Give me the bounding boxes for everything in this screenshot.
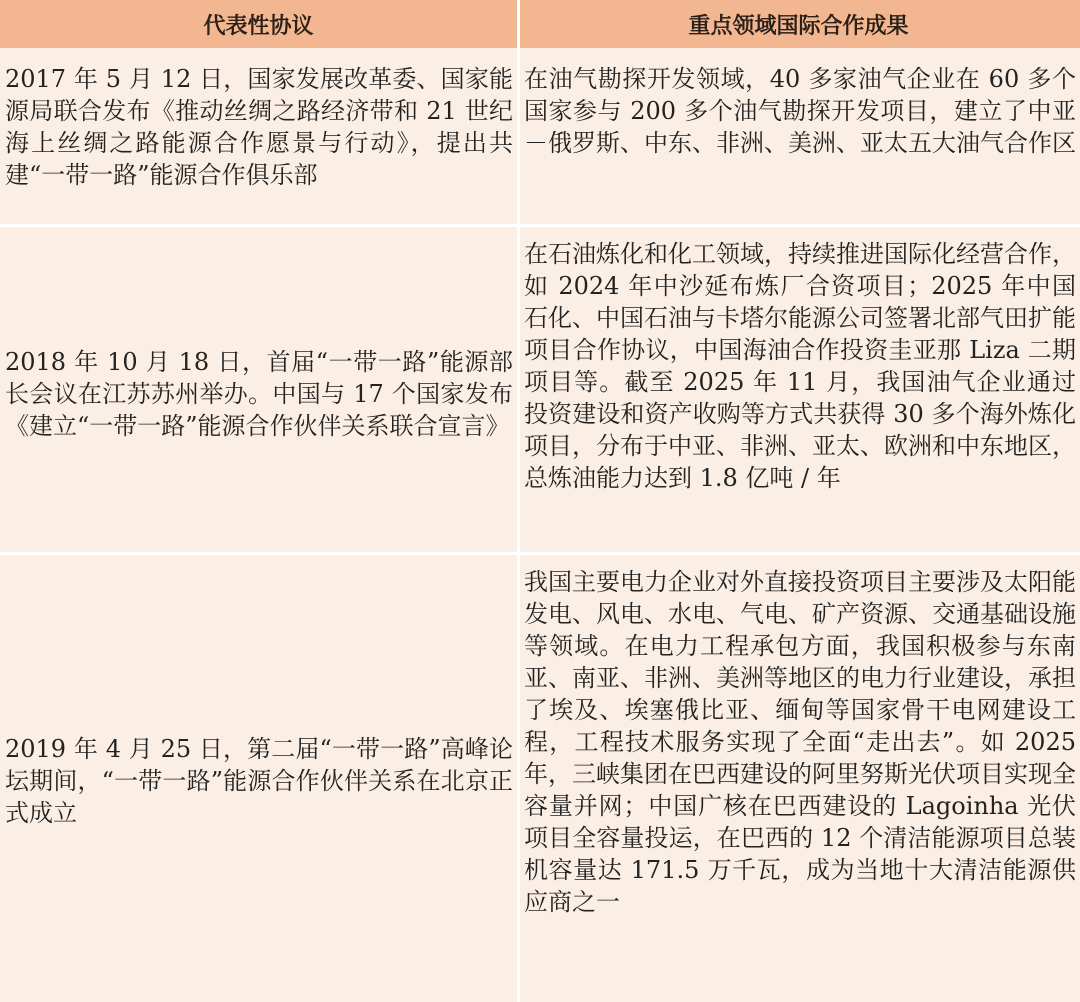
- table-header: [0, 0, 1080, 48]
- agreement-cell: 2018 年 10 月 18 日，首届“一带一路”能源部长会议在江苏苏州举办。中国与 17 个国家发布《建立“一带一路”能源合作伙伴关系联合宣言》: [5, 348, 513, 440]
- result-cell: 我国主要电力企业对外直接投资项目主要涉及太阳能发电、风电、水电、气电、矿产资源、交通基础设施等领域。在电力工程承包方面，我国积极参与东南亚、南亚、非洲、美洲等地区的电力行业建设，承担了埃及、埃塞俄比亚、缅甸等国家骨干电网建设工程，工程技术服务实现了全面“走出去”。如 2025 年，三峡集团在巴西建设的阿里努斯光伏项目实现全容量并网；中国广核在巴西建设的 Lagoinha 光伏项目全容量投运，在巴西的 12 个清洁能源项目总装机容量达 171.5 万千瓦，成为当地十大清洁能源供应商之一: [524, 568, 1076, 916]
- column-divider: [517, 0, 520, 1002]
- table-row: [0, 556, 1080, 1002]
- row-divider: [0, 224, 1080, 227]
- header-agreement: 代表性协议: [203, 13, 314, 39]
- result-cell: 在石油炼化和化工领域，持续推进国际化经营合作，如 2024 年中沙延布炼厂合资项目；2025 年中国石化、中国石油与卡塔尔能源公司签署北部气田扩能项目合作协议，中国海油合作投资圭亚那 Liza 二期项目等。截至 2025 年 11 月，我国油气企业通过投资建设和资产收购等方式共获得 30 多个海外炼化项目，分布于中亚、非洲、亚太、欧洲和中东地区，总炼油能力达到 1.8 亿吨 / 年: [524, 240, 1076, 492]
- result-cell: 在油气勘探开发领域，40 多家油气企业在 60 多个国家参与 200 多个油气勘探开发项目，建立了中亚－俄罗斯、中东、非洲、美洲、亚太五大油气合作区: [524, 65, 1076, 157]
- agreement-cell: 2017 年 5 月 12 日，国家发展改革委、国家能源局联合发布《推动丝绸之路经济带和 21 世纪海上丝绸之路能源合作愿景与行动》，提出共建“一带一路”能源合作俱乐部: [5, 65, 513, 189]
- table-row: [0, 228, 1080, 552]
- table-row: [0, 63, 1080, 213]
- header-results: 重点领域国际合作成果: [688, 13, 909, 39]
- agreement-cell: 2019 年 4 月 25 日，第二届“一带一路”高峰论坛期间，“一带一路”能源合作伙伴关系在北京正式成立: [5, 735, 513, 827]
- row-divider: [0, 552, 1080, 555]
